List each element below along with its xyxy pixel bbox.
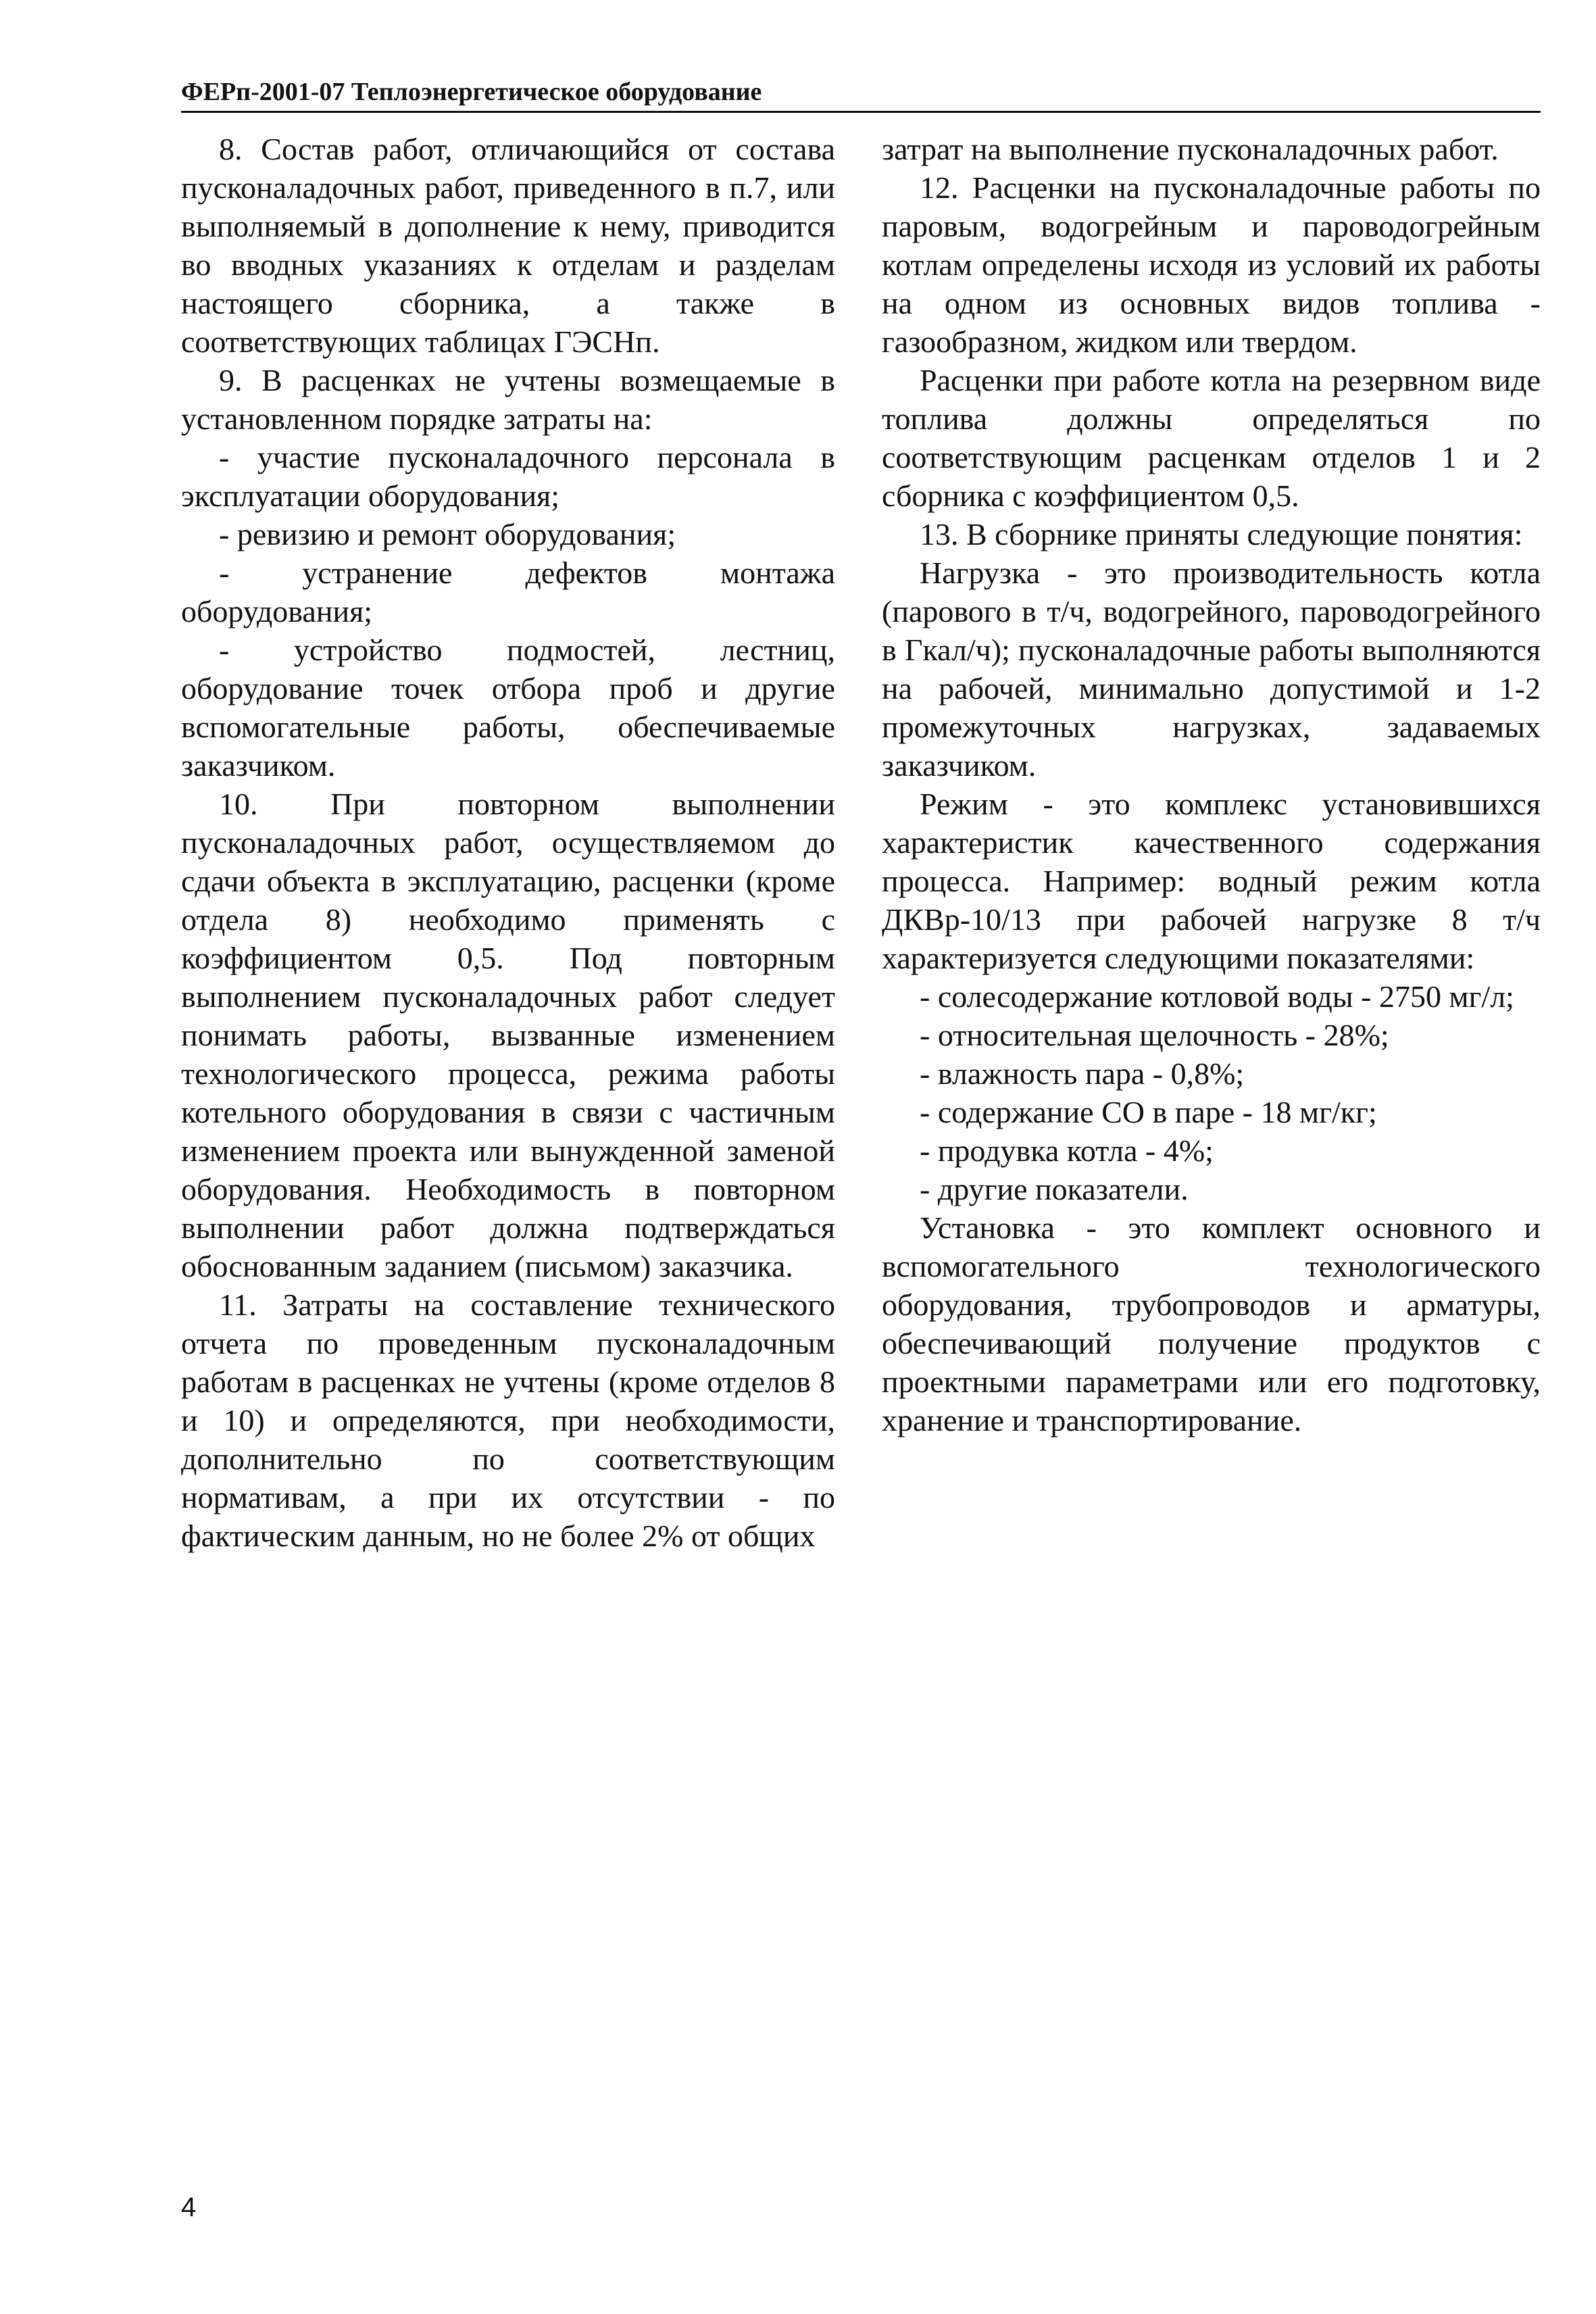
list-item: - устранение дефектов монтажа оборудования;: [181, 556, 835, 629]
list-item: - участие пусконаладочного персонала в эксплуатации оборудования;: [181, 440, 835, 513]
list-item: - ревизию и ремонт оборудования;: [219, 517, 676, 551]
definition-load: Нагрузка - это производительность котла (парового в т/ч, водогрейного, пароводогрейного в Гкал/ч); пусконаладочные работы выполняются на рабочей, минимально допустимой и 1-2 промежуточных нагрузках, задаваемых заказчиком.: [882, 556, 1541, 783]
header-title: ФЕРп-2001-07 Теплоэнергетическое оборудование: [181, 78, 762, 106]
paragraph-11: 11. Затраты на составление технического отчета по проведенным пусконаладочным работам в расценках не учтены (кроме отделов 8 и 10) и определяются, при необходимости, дополнительно по соответствующим нормативам, а при их отсутствии - по фактическим данным, но не более 2% от общих: [181, 1287, 835, 1553]
list-item: - устройство подмостей, лестниц, оборудование точек отбора проб и другие вспомогательные работы, обеспечиваемые заказчиком.: [181, 633, 835, 783]
running-header: [181, 76, 1541, 108]
paragraph-8: 8. Состав работ, отличающийся от состава пусконаладочных работ, приведенного в п.7, или выполняемый в дополнение к нему, приводится во вводных указаниях к отделам и разделам настоящего сборника, а также в соответствующих таблицах ГЭСНп.: [181, 132, 835, 359]
left-column: [181, 130, 835, 1555]
definition-installation: Установка - это комплект основного и вспомогательного технологического оборудования, трубопроводов и арматуры, обеспечивающий получение продуктов с проектными параметрами или его подготовку, хранение и транспортирование.: [882, 1210, 1541, 1437]
list-item: - другие показатели.: [920, 1172, 1189, 1206]
paragraph-12: 12. Расценки на пусконаладочные работы по паровым, водогрейным и пароводогрейным котлам определены исходя из условий их работы на одном из основных видов топлива - газообразном, жидком или твердом.: [882, 170, 1541, 359]
list-item: - продувка котла - 4%;: [920, 1133, 1214, 1168]
paragraph-13: 13. В сборнике приняты следующие понятия:: [920, 517, 1523, 551]
paragraph-10: 10. При повторном выполнении пусконаладочных работ, осуществляемом до сдачи объекта в эксплуатацию, расценки (кроме отдела 8) необходимо применять с коэффициентом 0,5. Под повторным выполнением пусконаладочных работ следует понимать работы, вызванные изменением технологического процесса, режима работы котельного оборудования в связи с частичным изменением проекта или вынужденной заменой оборудования. Необходимость в повторном выполнении работ должна подтверждаться обоснованным заданием (письмом) заказчика.: [181, 787, 835, 1283]
definition-mode: Режим - это комплекс установившихся характеристик качественного содержания процесса. Например: водный режим котла ДКВр-10/13 при рабочей нагрузке 8 т/ч характеризуется следующими показателями:: [882, 787, 1541, 975]
paragraph-9: 9. В расценках не учтены возмещаемые в установленном порядке затраты на:: [181, 363, 835, 436]
page-number: 4: [181, 2192, 197, 2222]
list-item: - влажность пара - 0,8%;: [920, 1056, 1245, 1091]
list-item: - относительная щелочность - 28%;: [920, 1018, 1389, 1052]
list-item: - солесодержание котловой воды - 2750 мг/л;: [920, 979, 1514, 1014]
header-rule: [181, 111, 1541, 113]
right-column: [882, 130, 1541, 1439]
paragraph-reserve-fuel: Расценки при работе котла на резервном виде топлива должны определяться по соответствующим расценкам отделов 1 и 2 сборника с коэффициентом 0,5.: [882, 363, 1541, 513]
list-item: - содержание СО в паре - 18 мг/кг;: [920, 1095, 1377, 1129]
paragraph-11-continued: затрат на выполнение пусконаладочных работ.: [882, 132, 1499, 166]
